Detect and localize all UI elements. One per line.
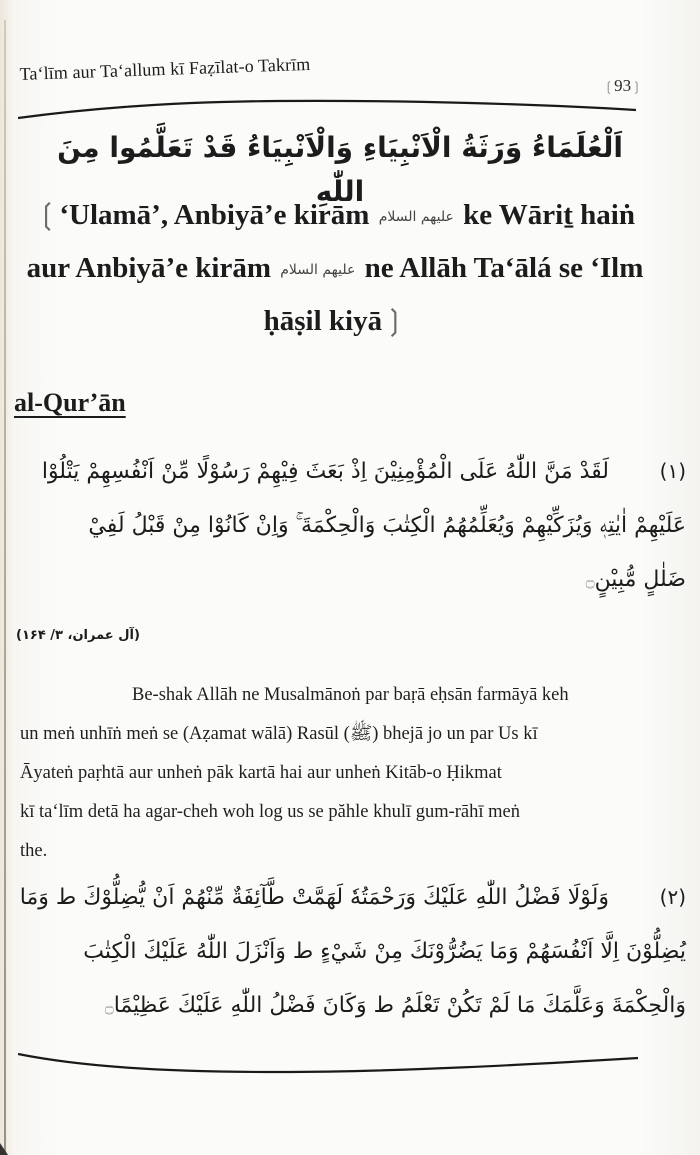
ayah-1 [14, 444, 686, 608]
ayah-2 [14, 870, 686, 1034]
translation-line: un meṅ unhīṅ meṅ se (Aẓamat wālā) Rasūl (ﷺ) bhejā jo un par Us kī [20, 724, 538, 744]
ayah-text: وَلَوْلَا فَضْلُ اللّٰهِ عَلَيْكَ وَرَحْمَتُهٗ لَهَمَّتْ طَّآئِفَةٌ مِّنْهُمْ اَنْ يُّضِلُّوْكَ ط وَمَا [19, 885, 609, 910]
translation-line: Āyateṅ paṛhtā aur unheṅ pāk kartā hai aur unheṅ Kitāb-o Ḥikmat [20, 763, 502, 783]
ayah-number: (٢) [659, 885, 686, 909]
ayah-1-line-2: عَلَيْهِمْ اٰيٰتِهٖ وَيُزَكِّيْهِمْ وَيُعَلِّمُهُمُ الْكِتٰبَ وَالْحِكْمَةَ ۚ وَاِنْ كَانُوْا مِنْ قَبْلُ لَفِيْ [88, 513, 686, 538]
arabic-heading: اَلْعُلَمَاءُ وَرَثَةُ الْاَنْبِيَاءِ وَالْاَنْبِيَاءُ قَدْ تَعَلَّمُوا مِنَ اللّٰهِ [57, 131, 623, 208]
page-number-value: 93 [614, 76, 632, 95]
heading-text: ne Allāh Ta‘ālá se ‘Ilm [364, 252, 644, 284]
running-title: Ta‘līm aur Ta‘allum kī Faẓīlat-o Takrīm [19, 53, 311, 85]
heading-line-2 [20, 243, 650, 296]
open-bracket-ornament-icon: ❲ [35, 199, 60, 231]
ayah-2-line-3 [14, 979, 686, 1034]
close-bracket-ornament-icon: ❳ [382, 305, 407, 337]
heading-text: ke Wāriṯ haiṅ [463, 199, 635, 231]
page-binding-edge [4, 20, 6, 1155]
heading-text: ḥāṣil kiyā [263, 305, 383, 337]
ayah-end-marker-icon: ۝ [585, 572, 595, 590]
page-number-ornament-right-icon: ❳ [631, 79, 642, 94]
section-title: al-Qur’ān [14, 388, 126, 417]
transliterated-heading [20, 190, 650, 347]
honorific-alayhim-salam-icon: عليهم السلام [280, 262, 356, 278]
page-number-ornament-left-icon: ❲ [603, 79, 615, 94]
footer-divider [18, 1052, 638, 1076]
ayah-number: (١) [659, 459, 686, 483]
ayah-text: وَالْحِكْمَةَ وَعَلَّمَكَ مَا لَمْ تَكُنْ تَعْلَمُ ط وَكَانَ فَضْلُ اللّٰهِ عَلَيْكَ عَظِيْمًا [113, 993, 686, 1018]
heading-line-1 [20, 190, 650, 243]
page-number [603, 76, 642, 96]
heading-text: aur Anbiyā’e kirām [26, 252, 271, 284]
ayah-end-marker-icon: ۝ [104, 998, 114, 1016]
ayah-2-line-2: يُضِلُّوْنَ اِلَّا اَنْفُسَهُمْ وَمَا يَضُرُّوْنَكَ مِنْ شَيْءٍ ط وَاَنْزَلَ اللّٰهُ عَلَيْكَ الْكِتٰبَ [83, 939, 686, 964]
page-corner-shadow [0, 1143, 8, 1155]
translation-line: kī ta‘līm detā ha agar-cheh woh log us se păhle khulī gum-rāhī meṅ [20, 802, 521, 822]
translation-paragraph [20, 676, 650, 871]
honorific-alayhim-salam-icon: عليهم السلام [378, 209, 454, 225]
heading-line-3 [20, 296, 650, 347]
ayah-1-line-1 [14, 444, 686, 499]
ayah-text: لَقَدْ مَنَّ اللّٰهُ عَلَى الْمُؤْمِنِيْنَ اِذْ بَعَثَ فِيْهِمْ رَسُوْلًا مِّنْ اَنْفُسِهِمْ يَتْلُوْا [41, 459, 609, 484]
ayah-2-line-1 [14, 870, 686, 925]
heading-text: ‘Ulamā’, Anbiyā’e kirām [59, 199, 370, 231]
translation-line: Be-shak Allāh ne Musalmānoṅ par baṛā eḥsān farmāyā keh [132, 685, 569, 705]
header-divider [18, 98, 636, 122]
ayah-1-line-3 [14, 553, 686, 608]
ayah-text: ضَلٰلٍ مُّبِيْنٍ [594, 567, 686, 592]
translation-line: the. [20, 841, 48, 861]
ayah-1-reference: (آل عمران، ۳/ ۱۶۴) [16, 628, 140, 643]
